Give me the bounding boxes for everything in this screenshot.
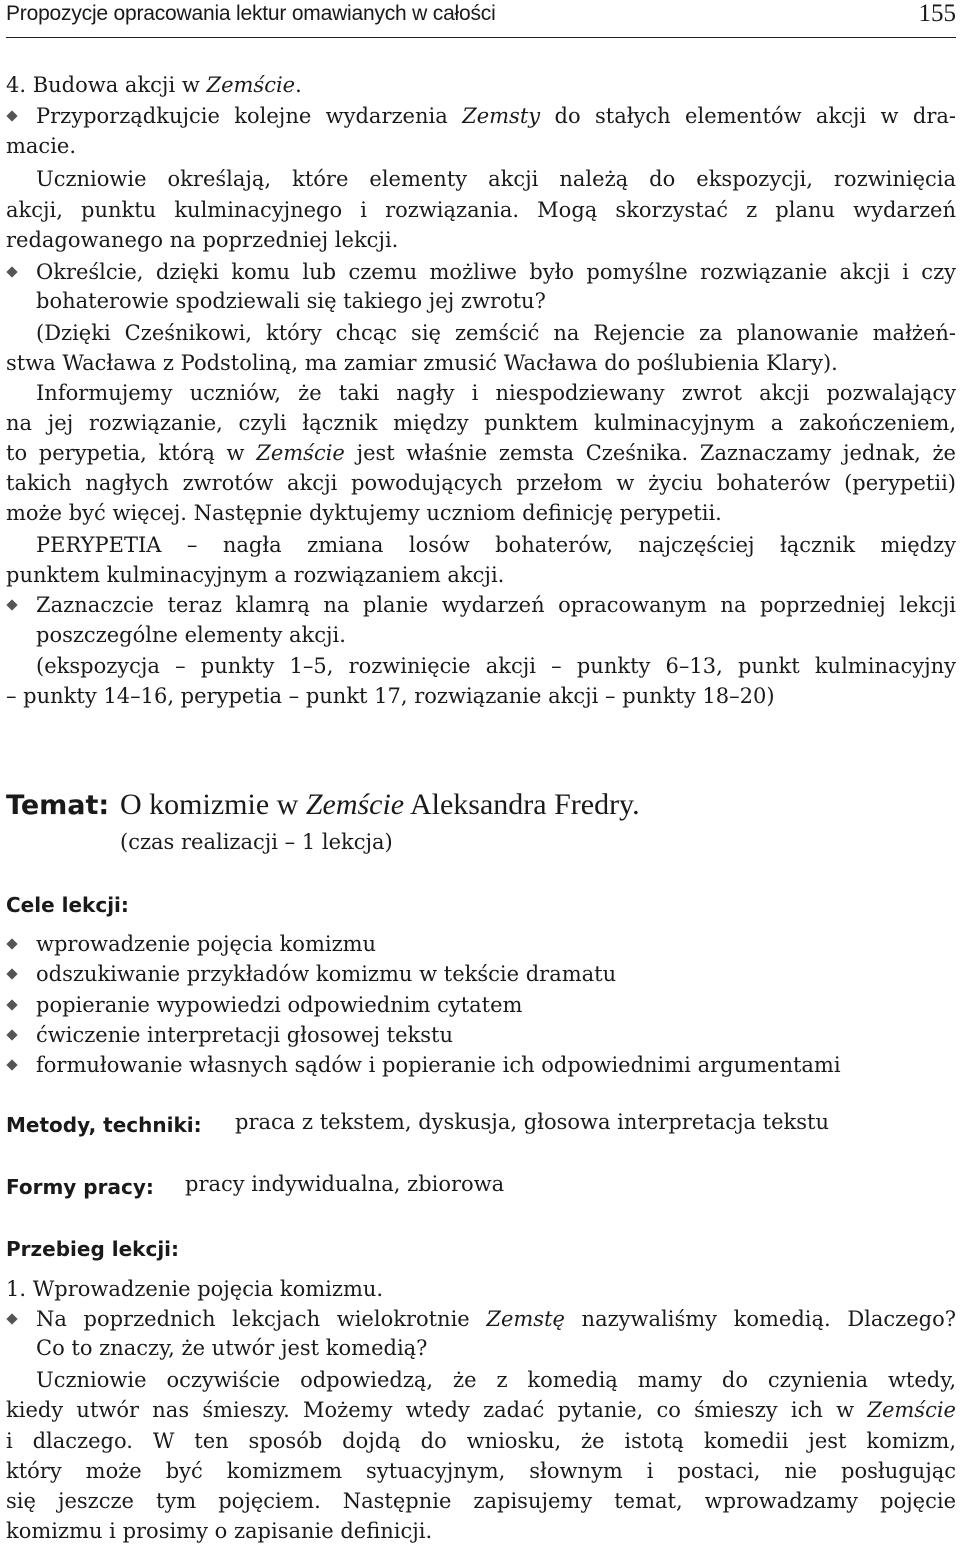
methods-label: Metody, techniki: (6, 1113, 202, 1137)
text-segment: jest właśnie zemsta Cześnika. Zaznaczamy jednak, że (344, 441, 956, 465)
text-line: komizmu i prosimy o zapisanie definicji. (6, 1519, 433, 1543)
diamond-bullet-icon (6, 1059, 18, 1071)
goal-text: wprowadzenie pojęcia komizmu (36, 932, 377, 956)
text-line (6, 1395, 956, 1425)
text-line: poszczególne elementy akcji. (36, 623, 346, 647)
diamond-bullet-icon (6, 110, 18, 122)
italic-title: Zemście (867, 1398, 956, 1422)
text-segment: to perypetia, którą w (6, 441, 257, 465)
diamond-bullet-icon (6, 999, 18, 1011)
italic-title: Zemście (305, 788, 405, 821)
page-number: 155 (918, 0, 956, 27)
goal-text: popieranie wypowiedzi odpowiednim cytatem (36, 993, 523, 1017)
text-segment: Na poprzednich lekcjach wielokrotnie (36, 1307, 487, 1331)
bullet-question (6, 257, 956, 287)
text-segment: Aleksandra Fredry. (404, 788, 640, 821)
diamond-bullet-icon (6, 1313, 18, 1325)
step-heading: 1. Wprowadzenie pojęcia komizmu. (6, 1277, 384, 1301)
goal-text: formułowanie własnych sądów i popieranie ich odpowiednimi argumentami (36, 1053, 841, 1077)
diamond-bullet-icon (6, 938, 18, 950)
text-segment: Określcie, dzięki komu lub czemu możliwe było pomyślne rozwiązanie akcji i czy (36, 260, 956, 284)
text-segment: Zaznaczcie teraz klamrą na planie wydarzeń opracowanym na poprzedniej lekcji (36, 593, 956, 617)
goal-text: odszukiwanie przykładów komizmu w tekście dramatu (36, 962, 617, 986)
definition-line: PERYPETIA – nagła zmiana losów bohaterów, najczęściej łącznik między (36, 533, 956, 557)
section-heading (6, 70, 302, 100)
text-segment: do stałych elementów akcji w dra- (540, 104, 956, 128)
text-line: stwa Wacława z Podstoliną, ma zamiar zmusić Wacława do poślubienia Klary). (6, 351, 838, 375)
text-line: (Dzięki Cześnikowi, który chcąc się zemścić na Rejencie za planowanie małżeń- (36, 321, 956, 345)
diamond-bullet-icon (6, 266, 18, 278)
text-line: – punkty 14–16, perypetia – punkt 17, rozwiązanie akcji – punkty 18–20) (6, 684, 775, 708)
diamond-bullet-icon (6, 599, 18, 611)
bullet-question (6, 101, 956, 131)
text-line (6, 438, 956, 468)
heading-text: 4. Budowa akcji w (6, 73, 207, 97)
text-line: może być więcej. Następnie dyktujemy uczniom definicję perypetii. (6, 501, 722, 525)
text-line: Co to znaczy, że utwór jest komedią? (36, 1336, 428, 1360)
text-line: Uczniowie określają, które elementy akcji należą do ekspozycji, rozwinięcia (36, 167, 956, 191)
goal-item (6, 1020, 453, 1050)
italic-title: Zemsty (462, 104, 541, 128)
text-line: takich nagłych zwrotów akcji powodujących przełom w życiu bohaterów (perypetii) (6, 471, 956, 495)
work-forms-value: pracy indywidualna, zbiorowa (185, 1172, 505, 1196)
text-segment: Przyporządkujcie kolejne wydarzenia (36, 104, 463, 128)
text-line: akcji, punktu kulminacyjnego i rozwiązania. Mogą skorzystać z planu wydarzeń (6, 198, 956, 222)
duration-note: (czas realizacji – 1 lekcja) (120, 830, 393, 854)
goal-text: ćwiczenie interpretacji głosowej tekstu (36, 1023, 453, 1047)
heading-suffix: . (295, 73, 302, 97)
diamond-bullet-icon (6, 968, 18, 980)
running-header (6, 0, 956, 38)
text-line: bohaterowie spodziewali się takiego jej zwrotu? (36, 289, 546, 313)
text-line: Uczniowie oczywiście odpowiedzą, że z komedią mamy do czynienia wtedy, (36, 1368, 956, 1392)
text-segment: kiedy utwór nas śmieszy. Możemy wtedy zadać pytanie, co śmieszy ich w (6, 1398, 868, 1422)
bullet-question (6, 590, 956, 620)
text-line: macie. (6, 134, 77, 158)
text-line: się jeszcze tym pojęciem. Następnie zapisujemy temat, wprowadzamy pojęcie (6, 1489, 956, 1513)
text-segment: O komizmie w (120, 788, 306, 821)
bullet-question (6, 1304, 956, 1334)
lesson-flow-label: Przebieg lekcji: (6, 1237, 180, 1261)
text-line: który może być komizmem sytuacyjnym, słownym i postaci, nie posługując (6, 1459, 956, 1483)
italic-title: Zemstę (486, 1307, 565, 1331)
text-line: redagowanego na poprzedniej lekcji. (6, 228, 399, 252)
topic-label: Temat: (6, 790, 110, 821)
text-line: Informujemy uczniów, że taki nagły i niespodziewany zwrot akcji pozwalający (36, 381, 956, 405)
methods-value: praca z tekstem, dyskusja, głosowa interpretacja tekstu (235, 1110, 829, 1134)
header-divider (6, 37, 956, 38)
text-segment: nazywaliśmy komedią. Dlaczego? (564, 1307, 956, 1331)
text-line: i dlaczego. W ten sposób dojdą do wniosku, że istotą komedii jest komizm, (6, 1429, 956, 1453)
header-title: Propozycje opracowania lektur omawianych w całości (6, 2, 496, 25)
goals-label: Cele lekcji: (6, 893, 129, 917)
goal-item (6, 929, 376, 959)
work-forms-label: Formy pracy: (6, 1175, 154, 1199)
goal-item (6, 959, 616, 989)
topic-title (120, 788, 640, 822)
text-line: (ekspozycja – punkty 1–5, rozwinięcie akcji – punkty 6–13, punkt kulminacyjny (36, 654, 956, 678)
goal-item (6, 1050, 841, 1080)
definition-line: punktem kulminacyjnym a rozwiązaniem akcji. (6, 563, 505, 587)
text-line: na jej rozwiązanie, czyli łącznik między punktem kulminacyjnym a zakończeniem, (6, 411, 956, 435)
italic-title: Zemście (256, 441, 345, 465)
goal-item (6, 990, 522, 1020)
heading-italic-title: Zemście (206, 73, 296, 97)
diamond-bullet-icon (6, 1029, 18, 1041)
